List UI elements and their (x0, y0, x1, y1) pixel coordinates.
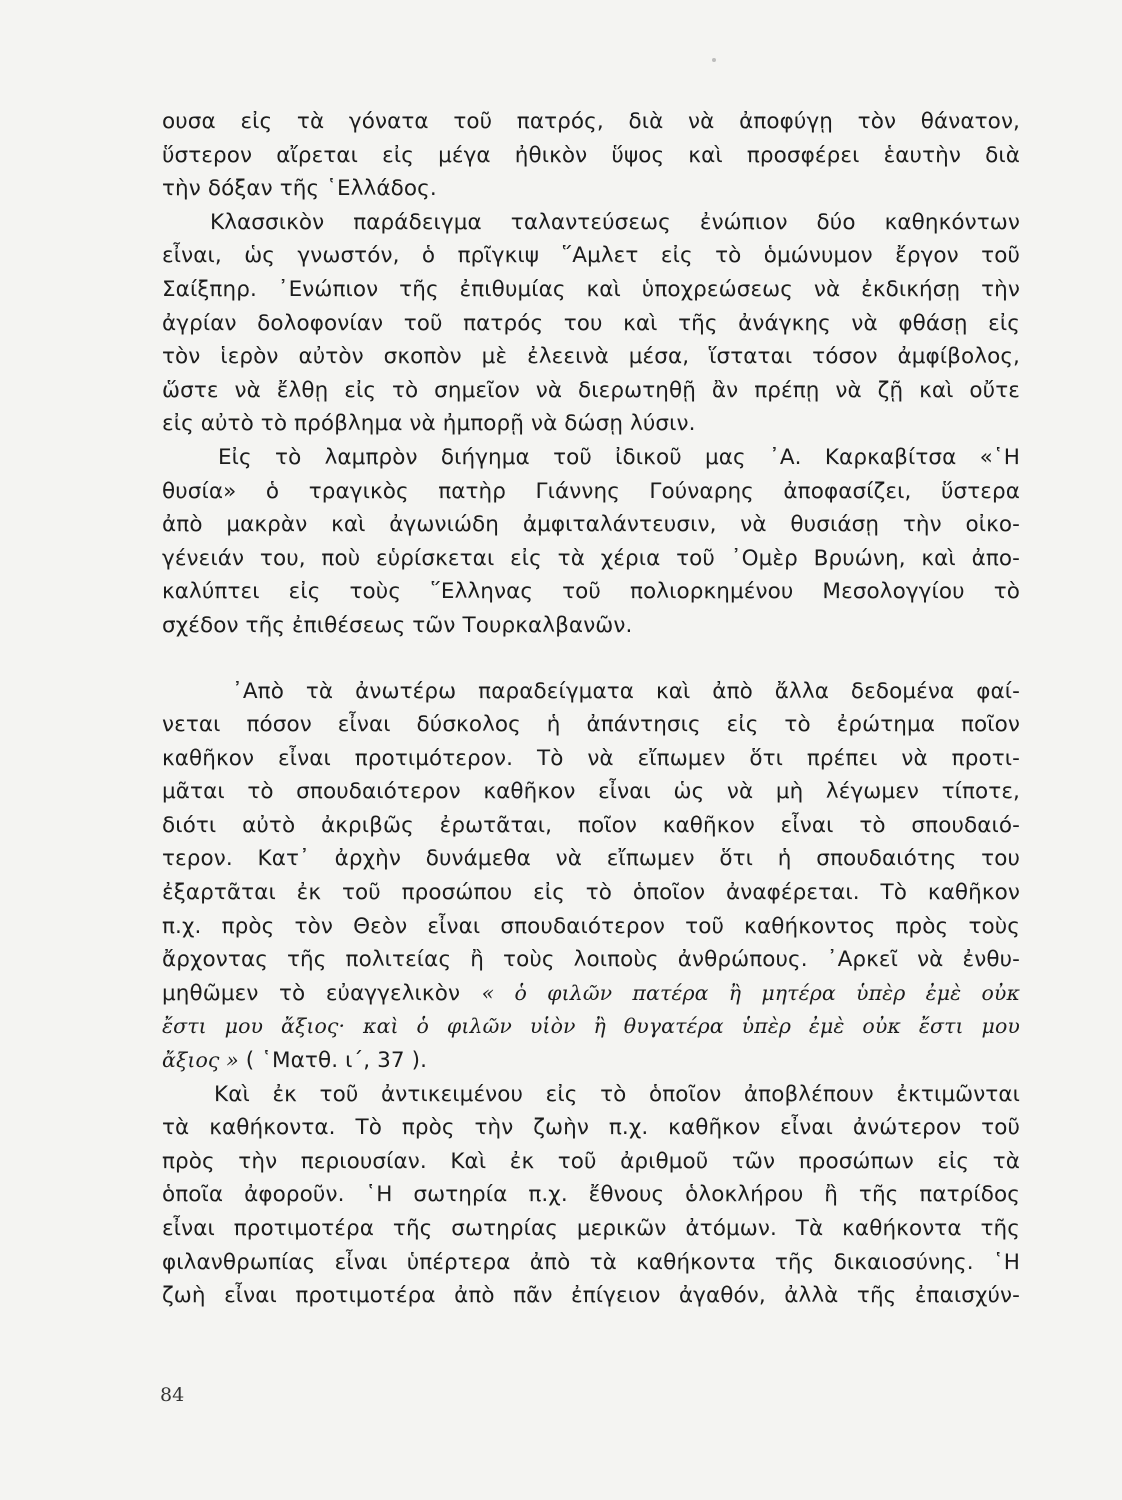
bible-quote-part-2: ἔστι μου ἄξιος· καὶ ὁ φιλῶν υἱὸν ἢ θυγατέρα ὑπὲρ ἐμὲ οὐκ ἔστι μου (162, 1014, 1020, 1039)
text-line: ὥστε νὰ ἔλθῃ εἰς τὸ σημεῖον νὰ διερωτηθῇ ἂν πρέπῃ νὰ ζῇ καὶ οὔτε (162, 377, 1020, 403)
text-line: Εἰς τὸ λαμπρὸν διήγημα τοῦ ἰδικοῦ μας ᾿Α. Καρκαβίτσα «῾Η (218, 444, 1020, 470)
text-line: καθῆκον εἶναι προτιμότερον. Τὸ νὰ εἴπωμεν ὅτι πρέπει νὰ προτι- (162, 745, 1020, 771)
text-line: τερον. Κατ᾿ ἀρχὴν δυνάμεθα νὰ εἴπωμεν ὅτι ἡ σπουδαιότης του (162, 846, 1020, 872)
text-line: σχέδον τῆς ἐπιθέσεως τῶν Τουρκαλβανῶν. (162, 612, 633, 638)
bible-quote-part-1: « ὁ φιλῶν πατέρα ἢ μητέρα ὑπὲρ ἐμὲ οὐκ (481, 980, 1020, 1005)
bible-reference: ( ῾Ματθ. ι΄, 37 ). (245, 1048, 428, 1074)
print-speck (712, 58, 716, 62)
text-line: ουσα εἰς τὰ γόνατα τοῦ πατρός, διὰ νὰ ἀποφύγῃ τὸν θάνατον, (162, 109, 1020, 134)
text-line: τὸν ἱερὸν αὐτὸν σκοπὸν μὲ ἐλεεινὰ μέσα, ἵσταται τόσον ἀμφίβολος, (162, 344, 1020, 370)
text-line: ὕστερον αἴρεται εἰς μέγα ἠθικὸν ὕψος καὶ προσφέρει ἑαυτὴν διὰ (162, 142, 1020, 168)
text-line: καλύπτει εἰς τοὺς ῞Ελληνας τοῦ πολιορκημένου Μεσολογγίου τὸ (162, 579, 1020, 605)
text-line: ἐξαρτᾶται ἐκ τοῦ προσώπου εἰς τὸ ὁποῖον ἀναφέρεται. Τὸ καθῆκον (162, 880, 1020, 906)
text-line: τὴν δόξαν τῆς ῾Ελλάδος. (162, 176, 437, 202)
text-line: Καὶ ἐκ τοῦ ἀντικειμένου εἰς τὸ ὁποῖον ἀποβλέπουν ἐκτιμῶνται (214, 1081, 1020, 1107)
text-line: πρὸς τὴν περιουσίαν. Καὶ ἐκ τοῦ ἀριθμοῦ τῶν προσώπων εἰς τὰ (162, 1148, 1020, 1174)
text-line: Κλασσικὸν παράδειγμα ταλαντεύσεως ἐνώπιον δύο καθηκόντων (210, 209, 1020, 235)
text-line (162, 1044, 1020, 1078)
text-line: εἰς αὐτὸ τὸ πρόβλημα νὰ ἠμπορῇ νὰ δώσῃ λύσιν. (162, 411, 696, 437)
page-body (162, 105, 1020, 1313)
text-line: γένειάν του, ποὺ εὑρίσκεται εἰς τὰ χέρια τοῦ ᾿Ομὲρ Βρυώνη, καὶ ἀπο- (162, 545, 1020, 571)
text-line: ᾿Απὸ τὰ ἀνωτέρω παραδείγματα καὶ ἀπὸ ἄλλα δεδομένα φαί- (232, 678, 1020, 704)
text-line: τὰ καθήκοντα. Τὸ πρὸς τὴν ζωὴν π.χ. καθῆκον εἶναι ἀνώτερον τοῦ (162, 1115, 1020, 1141)
quote-intro: μηθῶμεν τὸ εὐαγγελικὸν (162, 980, 461, 1006)
text-line: ἄρχοντας τῆς πολιτείας ἢ τοὺς λοιποὺς ἀνθρώπους. ᾿Αρκεῖ νὰ ἐνθυ- (162, 947, 1020, 973)
text-line: μᾶται τὸ σπουδαιότερον καθῆκον εἶναι ὡς νὰ μὴ λέγωμεν τίποτε, (162, 779, 1020, 805)
page-number: 84 (160, 1384, 185, 1406)
text-line: θυσία» ὁ τραγικὸς πατὴρ Γιάννης Γούναρης ἀποφασίζει, ὕστερα (162, 478, 1020, 504)
text-line: εἶναι, ὡς γνωστόν, ὁ πρῖγκιψ ῞Αμλετ εἰς τὸ ὁμώνυμον ἔργον τοῦ (162, 243, 1020, 269)
bible-quote-part-3: ἄξιος » (162, 1048, 239, 1073)
text-line: ζωὴ εἶναι προτιμοτέρα ἀπὸ πᾶν ἐπίγειον ἀγαθόν, ἀλλὰ τῆς ἐπαισχύν- (162, 1283, 1020, 1309)
text-line: διότι αὐτὸ ἀκριβῶς ἐρωτᾶται, ποῖον καθῆκον εἶναι τὸ σπουδαιό- (162, 812, 1020, 838)
text-line: εἶναι προτιμοτέρα τῆς σωτηρίας μερικῶν ἀτόμων. Τὰ καθήκοντα τῆς (162, 1216, 1020, 1241)
text-line: ἀπὸ μακρὰν καὶ ἀγωνιώδη ἀμφιταλάντευσιν, νὰ θυσιάσῃ τὴν οἰκο- (162, 512, 1020, 538)
text-line: νεται πόσον εἶναι δύσκολος ἡ ἀπάντησις εἰς τὸ ἐρώτημα ποῖον (162, 712, 1020, 738)
text-line: π.χ. πρὸς τὸν Θεὸν εἶναι σπουδαιότερον τοῦ καθήκοντος πρὸς τοὺς (162, 913, 1020, 939)
text-line (162, 977, 1020, 1011)
text-line: ἀγρίαν δολοφονίαν τοῦ πατρός του καὶ τῆς ἀνάγκης νὰ φθάσῃ εἰς (162, 310, 1020, 336)
text-line: Σαίξπηρ. ᾿Ενώπιον τῆς ἐπιθυμίας καὶ ὑποχρεώσεως νὰ ἐκδικήσῃ τὴν (162, 276, 1020, 302)
text-line: ὁποῖα ἀφοροῦν. ῾Η σωτηρία π.χ. ἔθνους ὁλοκλήρου ἢ τῆς πατρίδος (162, 1182, 1020, 1208)
text-line: φιλανθρωπίας εἶναι ὑπέρτερα ἀπὸ τὰ καθήκοντα τῆς δικαιοσύνης. ῾Η (162, 1249, 1020, 1275)
